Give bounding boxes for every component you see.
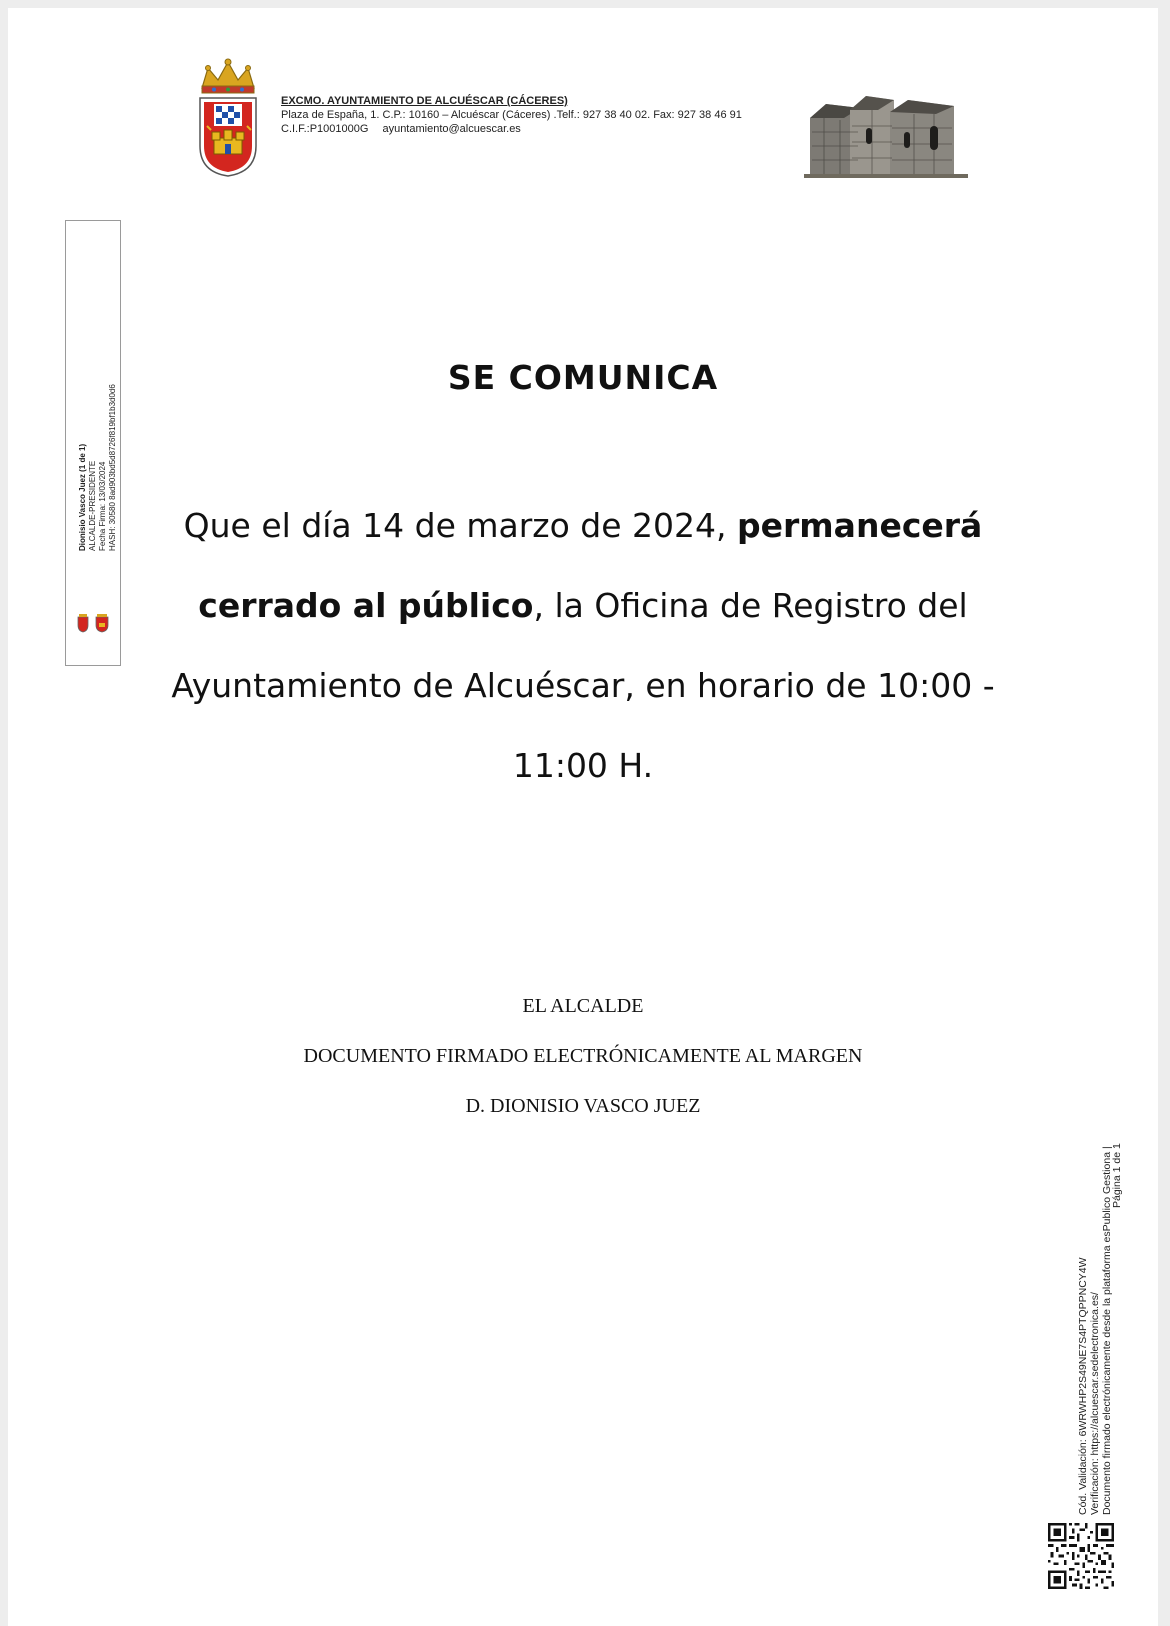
organization-name: EXCMO. AYUNTAMIENTO DE ALCUÉSCAR (CÁCERES) bbox=[281, 95, 568, 107]
signer-name: Dionisio Vasco Juez (1 de 1) bbox=[78, 443, 87, 551]
document-page bbox=[8, 8, 1158, 1626]
coat-of-arms-logo bbox=[194, 58, 262, 180]
signature-block bbox=[8, 986, 1158, 1136]
signer-role: ALCALDE-PRESIDENTE bbox=[88, 460, 97, 551]
strip-coat-of-arms-icon bbox=[74, 611, 114, 633]
signature-role: EL ALCALDE bbox=[522, 995, 644, 1017]
cif-email-line bbox=[281, 122, 742, 136]
address-line: Plaza de España, 1. C.P.: 10160 – Alcuéscar (Cáceres) .Telf.: 927 38 40 02. Fax: 927 38 46 91 bbox=[281, 109, 742, 121]
signature-note: DOCUMENTO FIRMADO ELECTRÓNICAMENTE AL MARGEN bbox=[303, 1045, 863, 1067]
platform-note: Documento firmado electrónicamente desde la plataforma esPublico Gestiona | bbox=[1101, 1146, 1113, 1515]
notice-body bbox=[158, 486, 1008, 806]
email: ayuntamiento@alcuescar.es bbox=[382, 123, 521, 135]
notice-text-end: , la Oficina de Registro del Ayuntamiento de Alcuéscar, en horario de 10:00 - 11:00 H. bbox=[171, 586, 995, 785]
page-indicator: Página 1 de 1 bbox=[1111, 1143, 1123, 1208]
letterhead bbox=[281, 94, 742, 136]
signature-hash: HASH: 30580 8ad903bd5d8726f819bf1b3d0d6 bbox=[108, 384, 117, 551]
signature-name: D. DIONISIO VASCO JUEZ bbox=[465, 1095, 701, 1117]
qr-code-icon bbox=[1048, 1523, 1114, 1589]
signature-date: Fecha Firma: 13/03/2024 bbox=[98, 461, 107, 551]
verification-details bbox=[1077, 1035, 1113, 1515]
notice-text-bold: permanecerá cerrado al público bbox=[198, 506, 983, 625]
notice-text-start: Que el día 14 de marzo de 2024, bbox=[183, 506, 738, 545]
signature-strip bbox=[65, 220, 121, 666]
notice-title: SE COMUNICA bbox=[447, 358, 719, 397]
church-illustration bbox=[804, 88, 968, 178]
validation-code: Cód. Validación: 6WRWHP2S49NE7S4PTQPPNCY4W bbox=[1077, 1257, 1089, 1515]
cif: C.I.F.:P1001000G bbox=[281, 123, 369, 135]
verification-url: Verificación: https://alcuescar.sedelectronica.es/ bbox=[1089, 1292, 1101, 1515]
